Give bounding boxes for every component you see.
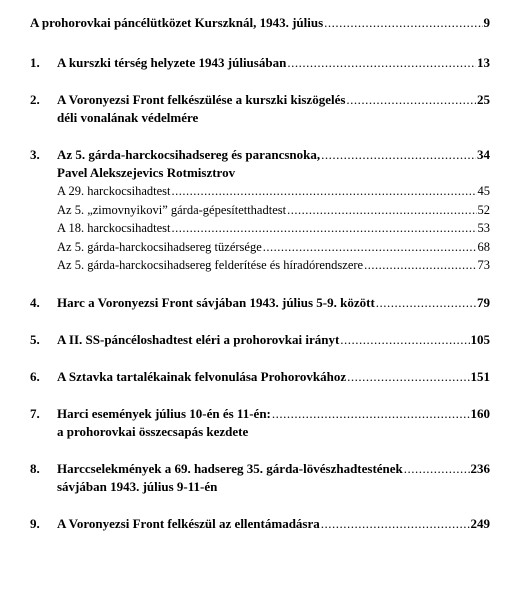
- toc-page-number: 53: [477, 221, 490, 235]
- dot-leader: [404, 460, 470, 478]
- dot-leader: [346, 91, 476, 109]
- toc-page-number: 13: [477, 55, 490, 70]
- chapter-number: 5.: [30, 331, 40, 347]
- toc-entry-chapter-5[interactable]: [30, 331, 490, 349]
- chapter-number: 4.: [30, 294, 40, 310]
- toc-page-number: 79: [477, 294, 490, 310]
- toc-page-number: 25: [477, 92, 490, 107]
- toc-entry-title: Az 5. gárda-harckocsihadsereg és parancsnoka,: [57, 147, 321, 162]
- dot-leader: [321, 515, 470, 533]
- dot-leader: [263, 238, 477, 257]
- toc-subentry-title: Az 5. gárda-harckocsihadsereg tüzérsége: [57, 239, 262, 254]
- toc-page-number: 34: [477, 147, 490, 162]
- chapter-number: 1.: [30, 55, 40, 70]
- toc-subentry[interactable]: [30, 182, 490, 201]
- dot-leader: [340, 331, 469, 349]
- toc-entry-chapter-1[interactable]: [30, 54, 490, 72]
- toc-entry-title: A kurszki térség helyzete 1943 júliusában: [57, 55, 287, 70]
- toc-entry-chapter-2[interactable]: [30, 91, 490, 109]
- toc-entry-chapter-3[interactable]: [30, 146, 490, 164]
- toc-page-number: 9: [483, 15, 490, 30]
- toc-entry-chapter-7[interactable]: [30, 405, 490, 423]
- dot-leader: [321, 146, 476, 164]
- toc-entry-title: Harccselekmények a 69. hadsereg 35. gárda-lövészhadtestének: [57, 460, 403, 476]
- dot-leader: [347, 368, 469, 386]
- toc-entry-title: A II. SS-páncéloshadtest eléri a prohorovkai irányt: [57, 331, 340, 347]
- toc-entry-title: A prohorovkai páncélütközet Kurszknál, 1943. július: [30, 15, 324, 30]
- chapter-number: 8.: [30, 460, 40, 476]
- toc-entry-chapter-6[interactable]: [30, 368, 490, 386]
- toc-entry-chapter-8[interactable]: [30, 460, 490, 478]
- chapter-number: 2.: [30, 92, 40, 107]
- toc-subentry-title: A 18. harckocsihadtest: [57, 221, 171, 235]
- toc-entry-title: Harc a Voronyezsi Front sávjában 1943. július 5-9. között: [57, 294, 375, 310]
- dot-leader: [272, 405, 470, 423]
- toc-entry-title: A Voronyezsi Front felkészül az ellentámadásra: [57, 515, 320, 531]
- dot-leader: [376, 294, 476, 312]
- toc-subentry[interactable]: [30, 256, 490, 275]
- toc-entry-title: A Voronyezsi Front felkészülése a kurszki kiszögelés: [57, 92, 346, 107]
- toc-page-number: 105: [470, 331, 490, 347]
- dot-leader: [287, 201, 476, 220]
- toc-subentry[interactable]: [30, 219, 490, 238]
- chapter-number: 9.: [30, 515, 40, 531]
- toc-subentry-title: A 29. harckocsihadtest: [57, 184, 171, 198]
- toc-entry-title: Harci események július 10-én és 11-én:: [57, 405, 271, 421]
- toc-entry-title-continuation: sávjában 1943. július 9-11-én: [57, 478, 218, 494]
- chapter-number: 3.: [30, 147, 40, 162]
- dot-leader: [172, 182, 477, 201]
- toc-subentry[interactable]: [30, 201, 490, 220]
- toc-subentry[interactable]: [30, 238, 490, 257]
- dot-leader: [172, 219, 477, 238]
- toc-page-number: 45: [477, 184, 490, 198]
- toc-subentry-title: Az 5. „zimovnyikovi” gárda-gépesítetthadtest: [57, 202, 287, 217]
- toc-entry-title-continuation: a prohorovkai összecsapás kezdete: [57, 423, 249, 439]
- toc-entry-title-continuation: déli vonalának védelmére: [57, 110, 199, 125]
- chapter-number: 6.: [30, 368, 40, 384]
- chapter-number: 7.: [30, 405, 40, 421]
- toc-page-number: 249: [470, 515, 490, 531]
- toc-entry-title: A Sztavka tartalékainak felvonulása Prohorovkához: [57, 368, 347, 384]
- toc-page-number: 73: [477, 258, 490, 272]
- dot-leader: [364, 256, 476, 275]
- toc-page-number: 68: [477, 239, 490, 254]
- toc-page-number: 52: [477, 202, 490, 217]
- toc-page-number: 160: [470, 405, 490, 421]
- toc-entry-chapter-9[interactable]: [30, 515, 490, 533]
- toc-entry-title-continuation: Pavel Alekszejevics Rotmisztrov: [57, 165, 236, 180]
- toc-page-number: 236: [470, 460, 490, 476]
- toc-page-number: 151: [470, 368, 490, 384]
- dot-leader: [287, 54, 476, 72]
- toc-entry-preface[interactable]: [30, 14, 490, 32]
- dot-leader: [324, 14, 482, 32]
- table-of-contents: [30, 14, 490, 533]
- toc-entry-chapter-4[interactable]: [30, 294, 490, 312]
- toc-subentry-title: Az 5. gárda-harckocsihadsereg felderítése és híradórendszere: [57, 258, 364, 272]
